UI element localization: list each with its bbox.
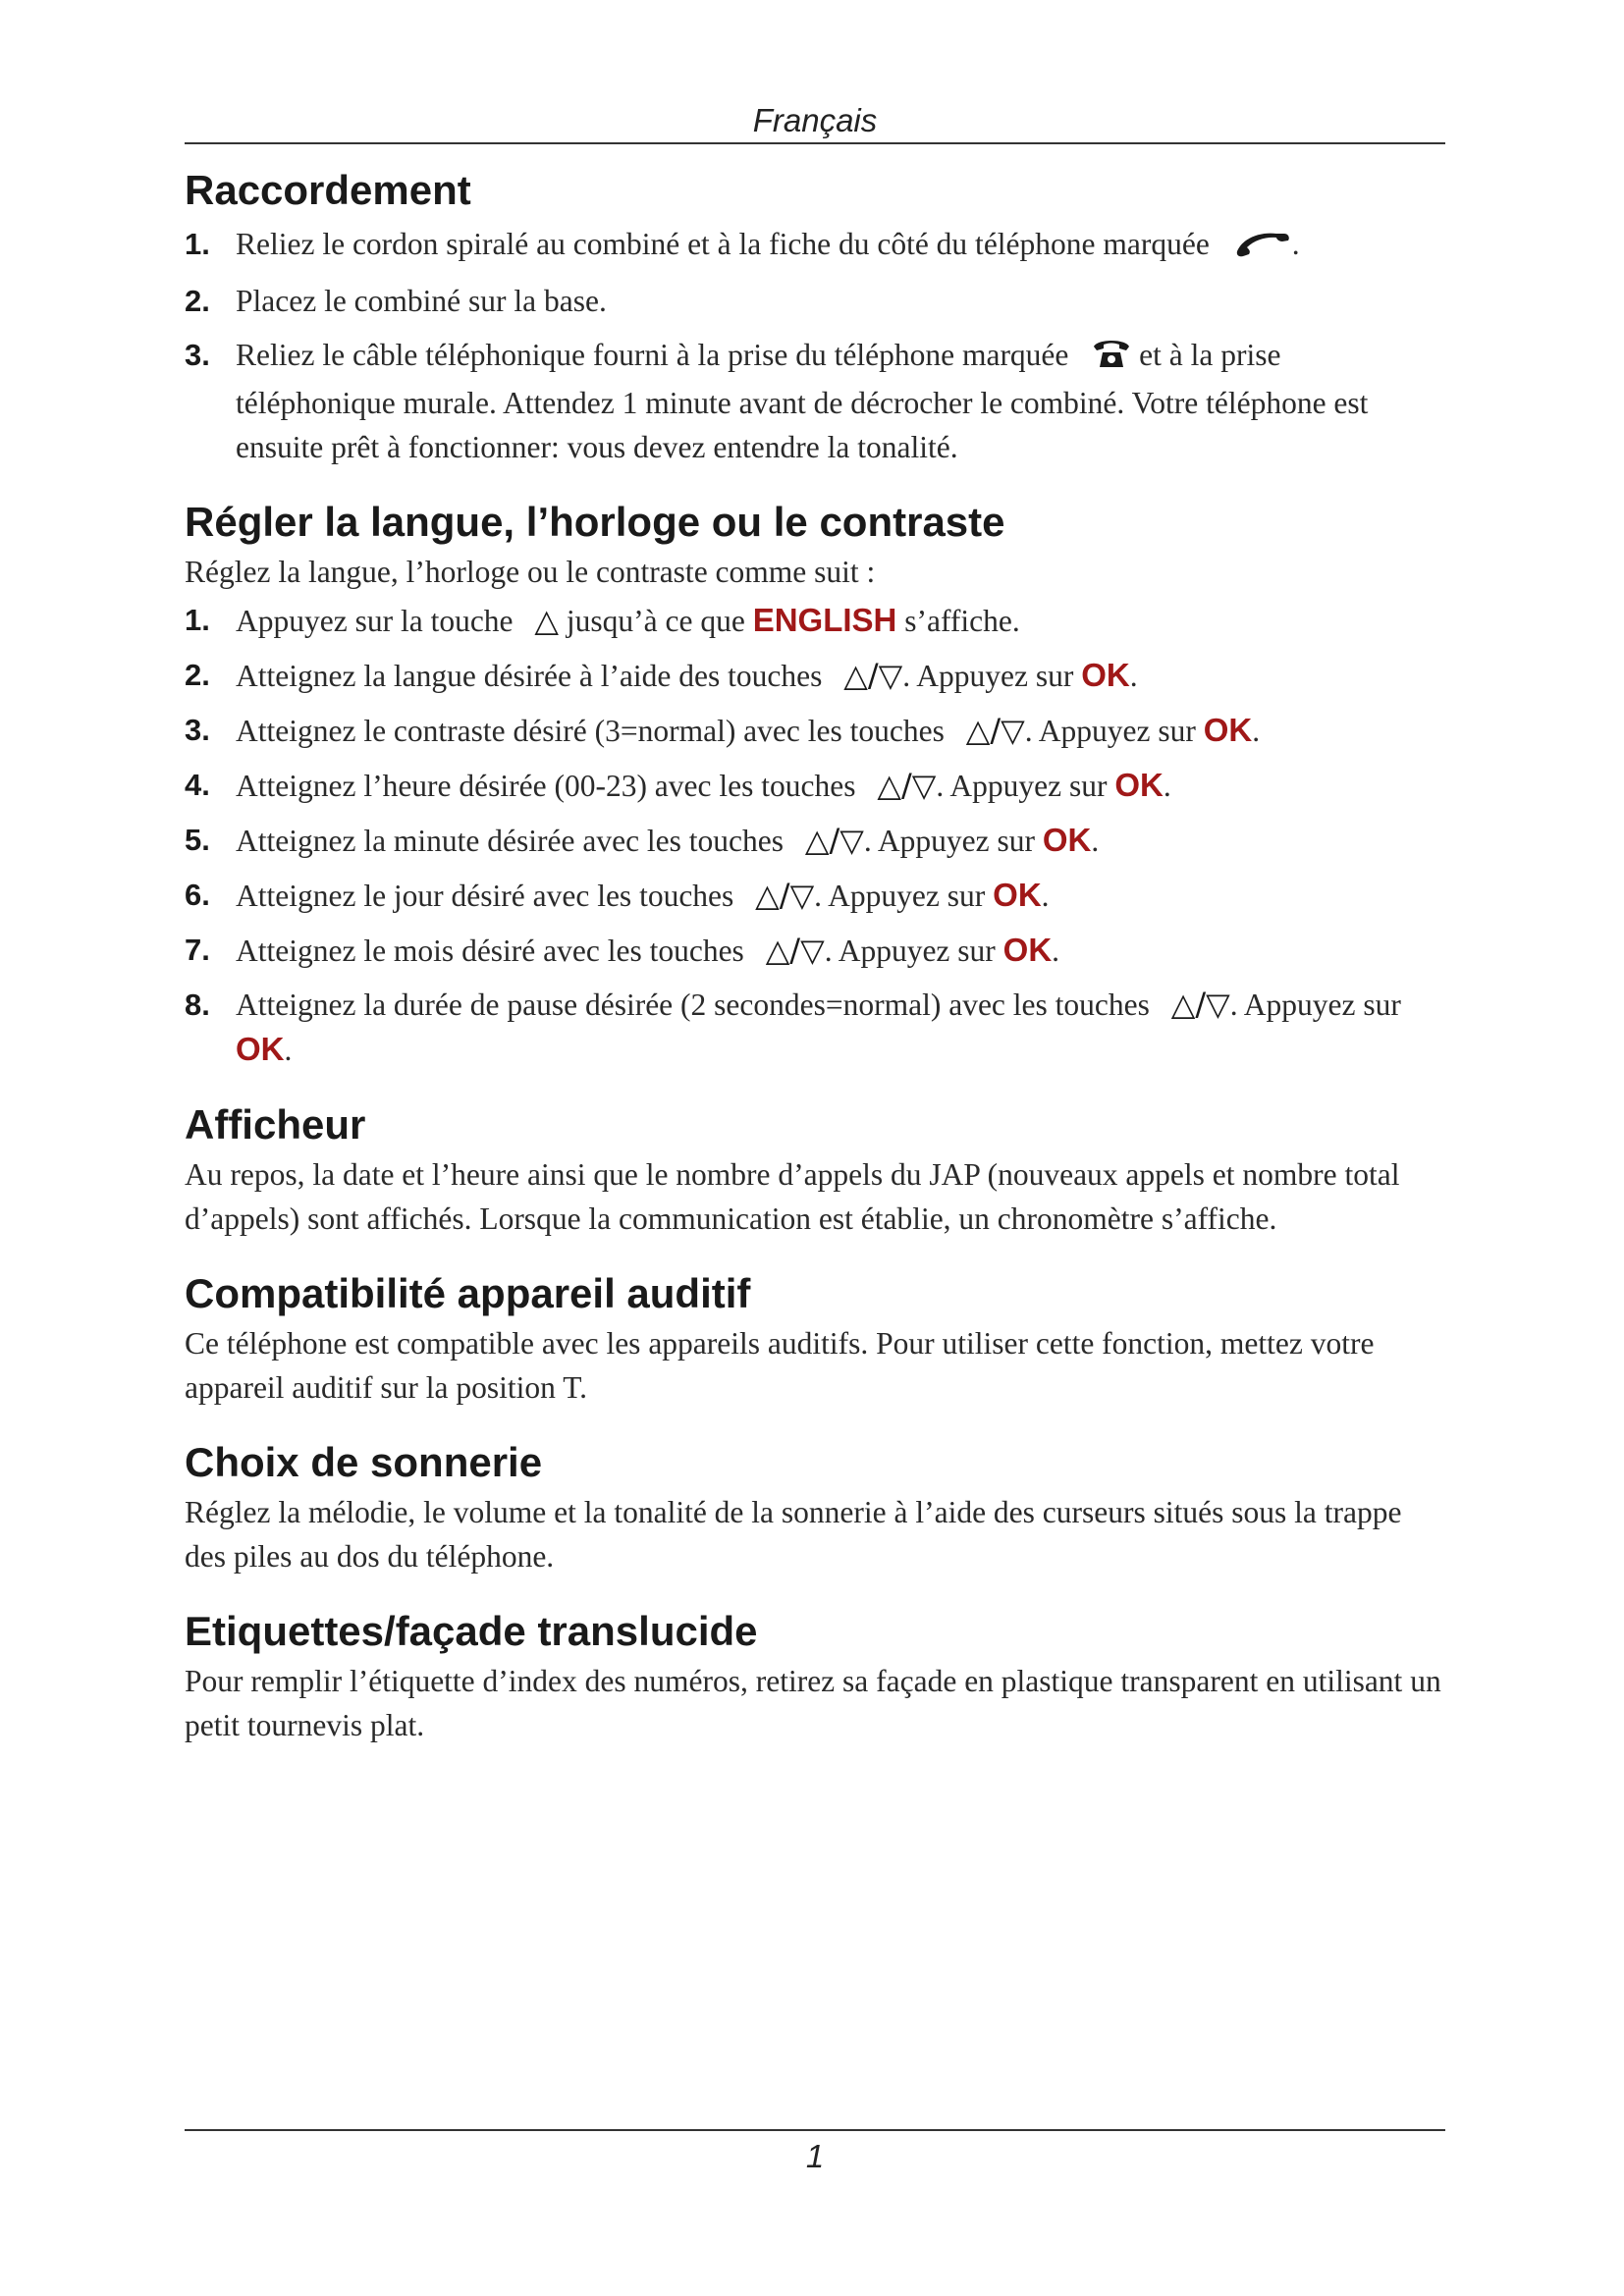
step-text: Atteignez la langue désirée à l’aide des touches <box>236 658 823 693</box>
list-item <box>185 333 1445 468</box>
step-text: Atteignez la durée de pause désirée (2 secondes=normal) avec les touches <box>236 987 1150 1022</box>
step-text: Placez le combiné sur la base. <box>236 284 607 319</box>
section-title: Raccordement <box>185 167 471 213</box>
step-text: Atteignez la minute désirée avec les touches <box>236 823 785 858</box>
ok-keyword: OK <box>993 876 1042 913</box>
list-item: 8. Atteignez la durée de pause désirée (2 secondes=normal) avec les touches △/▽. Appuyez sur OK. <box>185 983 1445 1072</box>
up-down-arrows-icon: △/▽ <box>877 766 937 804</box>
up-down-arrows-icon: △/▽ <box>1170 985 1230 1023</box>
up-down-arrows-icon: △/▽ <box>843 656 903 694</box>
appuyez-text: . Appuyez sur <box>863 823 1043 858</box>
step-text-mid: jusqu’à ce que <box>559 603 753 638</box>
step-number: 2. <box>185 657 210 692</box>
ok-keyword: OK <box>1081 656 1130 693</box>
appuyez-text: . Appuyez sur <box>824 933 1003 968</box>
appuyez-text: . Appuyez sur <box>814 878 994 913</box>
list-item: 6. Atteignez le jour désiré avec les touches △/▽. Appuyez sur OK. <box>185 873 1445 918</box>
ok-keyword: OK <box>1042 821 1092 858</box>
step-number: 1. <box>185 227 210 261</box>
list-item <box>185 279 1445 323</box>
section-title: Etiquettes/façade translucide <box>185 1607 758 1654</box>
keyword-english: ENGLISH <box>752 601 897 638</box>
step-tail: . <box>1291 227 1300 261</box>
up-down-arrows-icon: △/▽ <box>755 876 815 914</box>
section-etiquettes <box>185 1604 1445 1747</box>
list-item: 3. Atteignez le contraste désiré (3=normal) avec les touches △/▽. Appuyez sur OK. <box>185 708 1445 753</box>
step-number: 5. <box>185 822 210 857</box>
up-arrow-icon: △ <box>534 601 560 639</box>
step-number: 4. <box>185 767 210 802</box>
steps-list <box>185 222 1445 469</box>
step-number: 3. <box>185 338 210 373</box>
section-text: Réglez la mélodie, le volume et la tonalité de la sonnerie à l’aide des curseurs situés sous la trappe des piles au dos du téléphone. <box>185 1494 1402 1574</box>
section-regler <box>185 495 1445 1072</box>
ok-keyword: OK <box>1203 711 1253 748</box>
ok-keyword: OK <box>1114 766 1164 803</box>
list-item <box>185 598 1445 643</box>
handset-icon <box>1233 225 1292 269</box>
section-sonnerie <box>185 1435 1445 1578</box>
step-text: Reliez le cordon spiralé au combiné et à la fiche du côté du téléphone marquée <box>236 227 1210 261</box>
step-text: Atteignez le mois désiré avec les touches <box>236 933 744 968</box>
section-compatibilite <box>185 1266 1445 1410</box>
step-tail: et à la prise téléphonique murale. Attendez 1 minute avant de décrocher le combiné. Votre téléphone est ensuite prêt à fonctionner: vous devez entendre la tonalité. <box>236 338 1369 464</box>
list-item: 7. Atteignez le mois désiré avec les touches △/▽. Appuyez sur OK. <box>185 928 1445 973</box>
step-number: 1. <box>185 602 210 637</box>
manual-page <box>185 0 1445 2296</box>
section-text: Au repos, la date et l’heure ainsi que le nombre d’appels du JAP (nouveaux appels et nombre total d’appels) sont affichés. Lorsque la communication est établie, un chronomètre s’affiche. <box>185 1156 1400 1236</box>
up-down-arrows-icon: △/▽ <box>765 931 825 969</box>
appuyez-text: . Appuyez sur <box>1024 713 1204 748</box>
step-number: 3. <box>185 712 210 747</box>
step-number: 7. <box>185 932 210 967</box>
ok-keyword: OK <box>1002 931 1053 968</box>
step-text: Reliez le câble téléphonique fourni à la prise du téléphone marquée <box>236 338 1069 373</box>
ok-keyword: OK <box>236 1030 285 1067</box>
page-number: 1 <box>805 2138 825 2174</box>
section-intro: Réglez la langue, l’horloge ou le contraste comme suit : <box>185 554 876 589</box>
list-item: 4. Atteignez l’heure désirée (00-23) avec les touches △/▽. Appuyez sur OK. <box>185 763 1445 808</box>
step-number: 8. <box>185 987 210 1022</box>
section-title: Régler la langue, l’horloge ou le contraste <box>185 498 1005 545</box>
telephone-icon <box>1092 337 1131 381</box>
section-title: Afficheur <box>185 1100 366 1148</box>
section-text: Ce téléphone est compatible avec les appareils auditifs. Pour utiliser cette fonction, mettez votre appareil auditif sur la position T. <box>185 1325 1375 1405</box>
section-text: Pour remplir l’étiquette d’index des numéros, retirez sa façade en plastique transparent en utilisant un petit tournevis plat. <box>185 1663 1441 1742</box>
page-content <box>185 163 1445 1773</box>
appuyez-text: . Appuyez sur <box>936 768 1115 803</box>
list-item: 2. Atteignez la langue désirée à l’aide des touches △/▽. Appuyez sur OK. <box>185 653 1445 698</box>
steps-list <box>185 598 1445 1072</box>
step-number: 6. <box>185 877 210 912</box>
list-item: 5. Atteignez la minute désirée avec les touches △/▽. Appuyez sur OK. <box>185 818 1445 863</box>
up-down-arrows-icon: △/▽ <box>804 821 864 859</box>
step-text: Appuyez sur la touche <box>236 603 514 638</box>
list-item <box>185 222 1445 269</box>
step-text: Atteignez le contraste désiré (3=normal) avec les touches <box>236 713 945 748</box>
section-title: Choix de sonnerie <box>185 1438 543 1485</box>
step-text: Atteignez le jour désiré avec les touches <box>236 878 734 913</box>
header-language: Français <box>752 102 878 138</box>
step-text-post: s’affiche. <box>896 603 1020 638</box>
footer-divider <box>185 2129 1445 2131</box>
header-divider <box>185 142 1445 144</box>
section-raccordement <box>185 163 1445 469</box>
step8-tail: Appuyez sur <box>1243 987 1401 1022</box>
section-title: Compatibilité appareil auditif <box>185 1269 751 1316</box>
step-number: 2. <box>185 284 210 319</box>
appuyez-text: . Appuyez sur <box>902 658 1082 693</box>
section-afficheur <box>185 1097 1445 1241</box>
step-text: Atteignez l’heure désirée (00-23) avec les touches <box>236 768 856 803</box>
up-down-arrows-icon: △/▽ <box>965 711 1025 749</box>
